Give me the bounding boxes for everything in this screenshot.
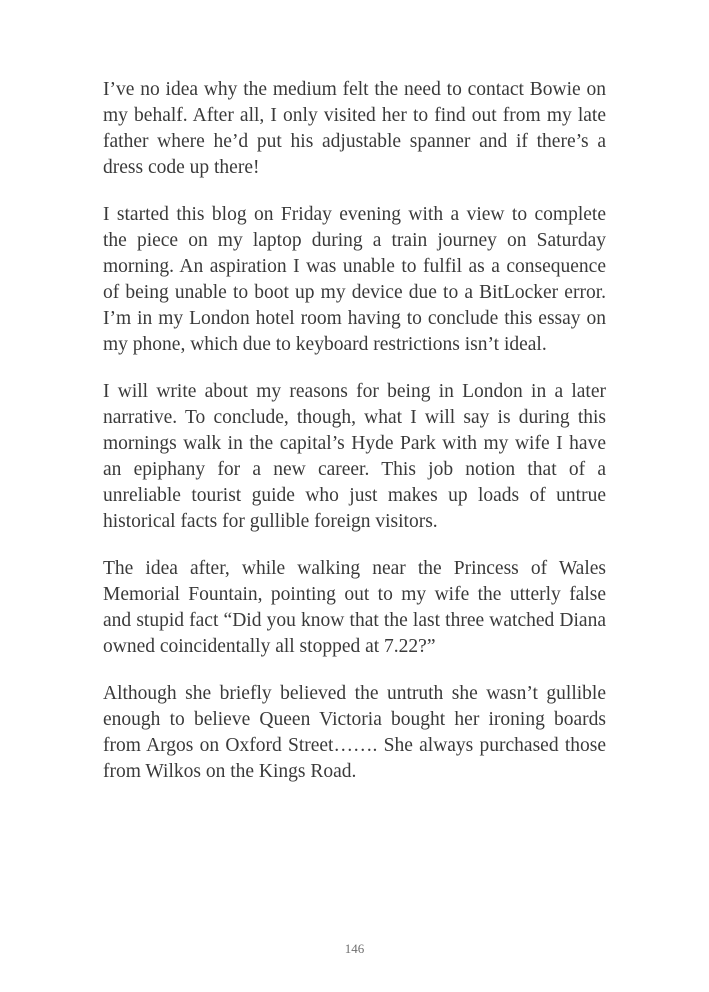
paragraph: I started this blog on Friday evening with a view to complete the piece on my laptop during a train journey on Saturday morning. An aspiration I was unable to fulfil as a consequence of being unable to boot up my device due to a BitLocker error. I’m in my London hotel room having to conclude this essay on my phone, which due to keyboard restrictions isn’t ideal.	[103, 204, 606, 355]
page-number: 146	[344, 941, 365, 956]
paragraph: Although she briefly believed the untruth she wasn’t gullible enough to believe Queen Victoria bought her ironing boards from Argos on Oxford Street……. She always purchased those from Wilkos on the Kings Road.	[103, 683, 606, 782]
paragraph: I’ve no idea why the medium felt the need to contact Bowie on my behalf. After all, I only visited her to find out from my late father where he’d put his adjustable spanner and if there’s a dress code up there!	[103, 79, 606, 178]
paragraph: I will write about my reasons for being in London in a later narrative. To conclude, though, what I will say is during this mornings walk in the capital’s Hyde Park with my wife I have an epiphany for a new career. This job notion that of a unreliable tourist guide who just makes up loads of untrue historical facts for gullible foreign visitors.	[103, 381, 606, 532]
paragraph: The idea after, while walking near the Princess of Wales Memorial Fountain, pointing out to my wife the utterly false and stupid fact “Did you know that the last three watched Diana owned coincidentally all stopped at 7.22?”	[103, 558, 606, 657]
